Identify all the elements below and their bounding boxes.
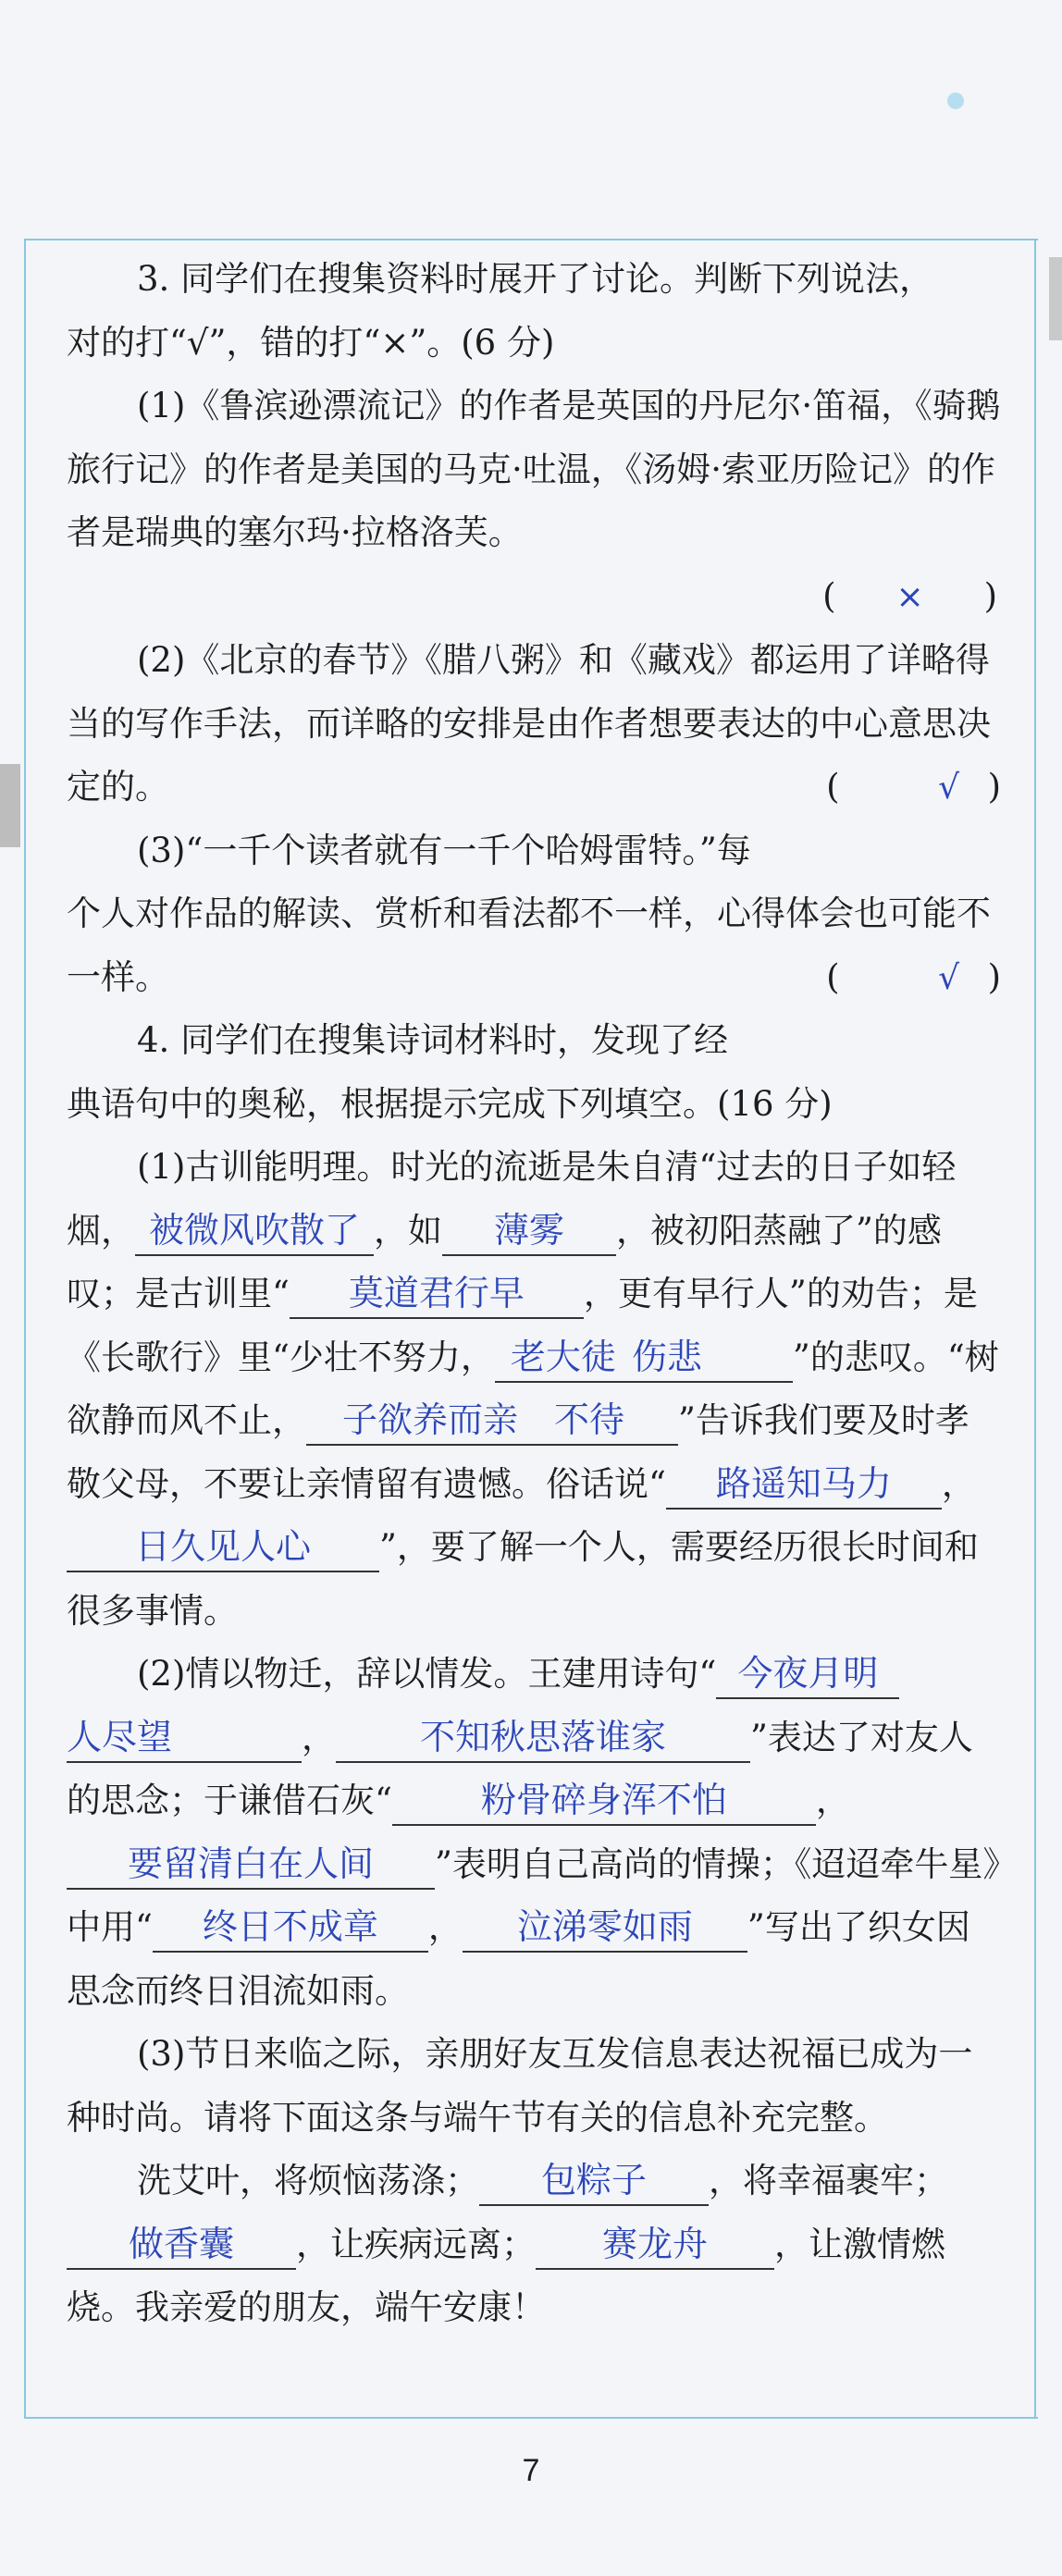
q4-p2-text-4: ，	[815, 1781, 850, 1820]
q3-item-3	[67, 820, 1001, 1010]
q3-item-2	[67, 629, 1001, 820]
q4-p1-text-2: ，如	[374, 1210, 442, 1251]
q4-p1-text-5: ”的悲叹。“树欲静而风不止，	[67, 1337, 999, 1440]
q3-item-1-judgement: ( × )	[822, 575, 997, 616]
q4-part-3-message	[67, 2150, 1001, 2340]
q3-stem-line2: 对的打“√”，错的打“×”。(6 分)	[67, 322, 555, 363]
q4-p2-answer-2: 不知秋思落谁家	[336, 1713, 750, 1763]
q4-p2-text-6: ，	[427, 1907, 463, 1947]
q4-p1-answer-5a: 子欲养而亲	[306, 1396, 554, 1446]
q4-p3-answer-1: 包粽子	[479, 2156, 709, 2206]
q4-p3-text-2: 洗艾叶，将烦恼荡涤；	[137, 2161, 479, 2200]
q4-p1-answer-5b: 不待	[554, 1396, 678, 1446]
frame-bottom-border	[24, 2417, 1038, 2419]
q4-p1-answer-1: 被微风吹散了	[135, 1206, 374, 1256]
side-tab-left	[0, 764, 20, 847]
q4-p2-answer-3: 粉骨碎身浑不怕	[392, 1776, 816, 1826]
q3-item-3-judgement: ( √ )	[826, 956, 1001, 997]
q4-p1-answer-4b: 伤悲	[632, 1333, 793, 1383]
q4-p1-text-7: ，	[941, 1463, 976, 1504]
q4-p2-text-7: ”写出了织女因思念而终日泪流如雨。	[67, 1907, 970, 2011]
q4-p1-text-8: ”，要了解一个人，需要经历很长时间和很多事情。	[67, 1527, 979, 1631]
q4-p1-answer-4a: 老大徒	[495, 1333, 632, 1383]
q4-p3-text-5: ，让激情燃烧。我亲爱的朋友，端午安康！	[67, 2224, 945, 2327]
q4-p2-text-3: ”表达了对友人的思念；于谦借石灰“	[67, 1717, 973, 1820]
q3-item-3-mark: √	[938, 958, 960, 997]
q4-p2-text-1: (2)情以物迁，辞以情发。王建用诗句“	[137, 1654, 717, 1694]
q3-item-1: (1)《鲁滨逊漂流记》的作者是英国的丹尼尔·笛福，《骑鹅旅行记》的作者是美国的马克·吐温，《汤姆·索亚历险记》的作者是瑞典的塞尔玛·拉格洛芙。	[67, 386, 1001, 552]
page-number: 7	[522, 2453, 540, 2488]
q3-item-2-text: (2)《北京的春节》《腊八粥》和《藏戏》都运用了详略得当的写作手法，而详略的安排是由作者想要表达的中心意思决定的。	[67, 640, 991, 807]
q4-part-1	[67, 1136, 1001, 1643]
q4-p1-answer-6: 路遥知马力	[666, 1460, 942, 1510]
q4-p2-answer-1a: 今夜月明	[716, 1649, 899, 1699]
q4-p1-text-1: (1)古训能明理。时光的流逝是朱自清“过去的日子如轻烟，	[67, 1147, 957, 1251]
q3-item-2-mark: √	[938, 769, 960, 807]
q4-p1-answer-3: 莫道君行早	[290, 1269, 584, 1319]
q4-part-2	[67, 1643, 1001, 2023]
q4-p3-answer-2: 做香囊	[67, 2220, 296, 2270]
q4-p2-answer-5: 终日不成章	[153, 1903, 428, 1953]
decorative-dot	[947, 92, 964, 109]
q4-p1-text-6: ”告诉我们要及时孝敬父母，不要让亲情留有遗憾。俗话说“	[67, 1400, 969, 1504]
q4-p2-answer-4: 要留清白在人间	[67, 1840, 435, 1890]
q4-p2-text-5: ”表明自己高尚的情操；《迢迢牵牛星》中用“	[67, 1843, 1000, 1947]
q4-p1-text-4: ，更有早行人”的劝告；是《长歌行》里“少壮不努力，	[67, 1274, 978, 1377]
side-tab-right	[1049, 257, 1062, 340]
page-content	[67, 248, 1001, 2340]
q4-part-3: (3)节日来临之际，亲朋好友互发信息表达祝福已成为一种时尚。请将下面这条与端午节有关的信息补充完整。	[67, 2034, 973, 2138]
frame-left-border	[24, 239, 26, 2419]
q4-stem: 4. 同学们在搜集诗词材料时，发现了经典语句中的奥秘，根据提示完成下列填空。(16 分)	[67, 1020, 833, 1124]
frame-top-border	[24, 239, 1038, 240]
q4-p2-answer-6: 泣涕零如雨	[463, 1903, 747, 1953]
q3-item-1-mark: ×	[895, 577, 924, 616]
q4-p1-answer-2: 薄雾	[442, 1206, 616, 1256]
q4-p1-text-3: ，被初阳蒸融了”的感叹；是古训里“	[67, 1210, 942, 1313]
q4-p3-text-3: ，将幸福裹牢；	[709, 2161, 948, 2200]
q4-p2-answer-1b: 人尽望	[67, 1713, 302, 1763]
q3-item-3-text: (3)“一千个读者就有一千个哈姆雷特。”每个人对作品的解读、赏析和看法都不一样，心得体会也可能不一样。	[67, 830, 991, 997]
frame-right-border	[1034, 239, 1036, 2419]
q4-p3-answer-3: 赛龙舟	[536, 2220, 774, 2270]
q4-p1-answer-7: 日久见人心	[67, 1522, 379, 1572]
q3-stem-line1: 3. 同学们在搜集资料时展开了讨论。判断下列说法，	[137, 259, 934, 299]
q4-p3-text-4: ，让疾病远离；	[296, 2224, 536, 2264]
q4-p2-text-2: ，	[302, 1717, 336, 1757]
q3-item-2-judgement: ( √ )	[826, 767, 1001, 807]
